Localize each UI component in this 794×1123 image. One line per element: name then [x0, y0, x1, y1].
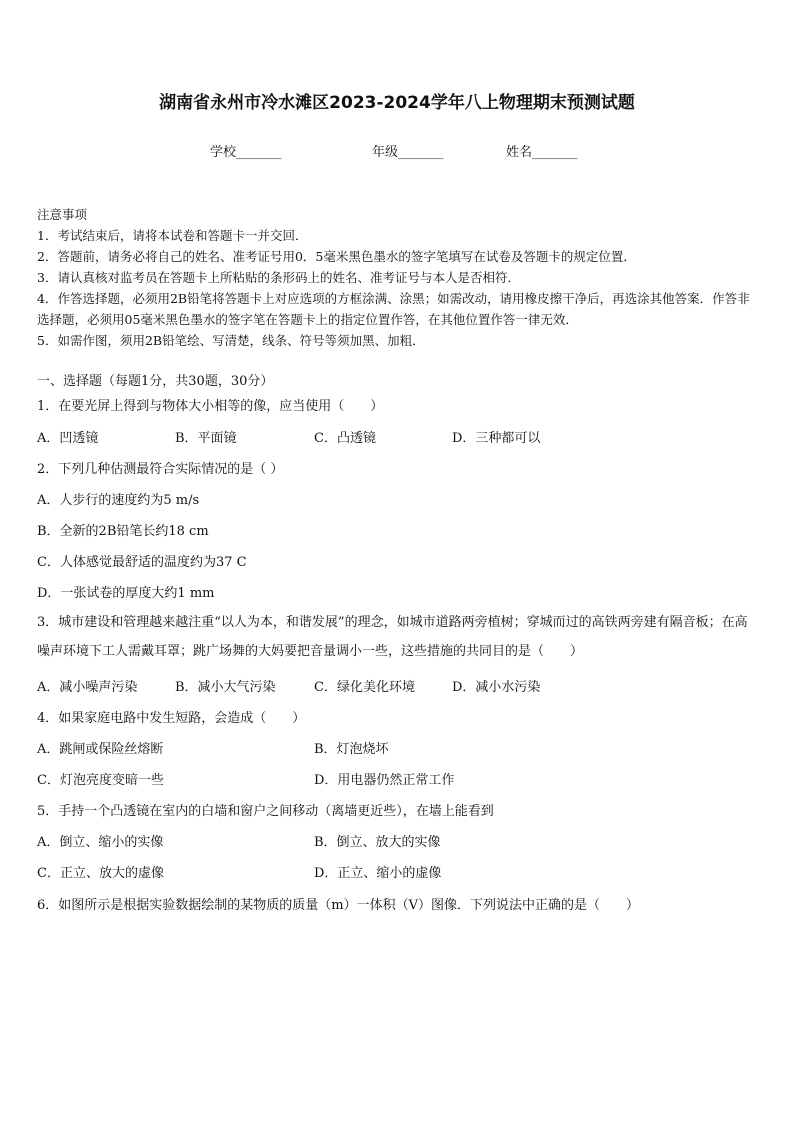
question-option: C．灯泡亮度变暗一些 — [37, 773, 164, 788]
question-option: A．跳闸或保险丝熔断 — [37, 742, 164, 757]
question-option: D．减小水污染 — [452, 680, 541, 695]
question-option: B．减小大气污染 — [175, 680, 276, 695]
notice-heading: 注意事项 — [37, 207, 88, 222]
question-stem: 4．如果家庭电路中发生短路，会造成（ ） — [37, 711, 306, 726]
question-option: B．倒立、放大的实像 — [314, 835, 441, 850]
question-option: C．绿化美化环境 — [314, 680, 415, 695]
question-option: A．人步行的速度约为5 m/s — [37, 493, 200, 508]
notice-item: 2．答题前，请务必将自己的姓名、准考证号用0．5毫米黑色墨水的签字笔填写在试卷及答题卡的规定位置． — [37, 249, 636, 264]
grade-field: 年级_______ — [372, 145, 444, 160]
question-stem: 2．下列几种估测最符合实际情况的是（ ） — [37, 462, 284, 477]
notice-item: 1．考试结束后，请将本试卷和答题卡一并交回． — [37, 228, 308, 243]
school-field: 学校_______ — [210, 145, 282, 160]
student-info-row — [0, 141, 794, 161]
question-stem: 3．城市建设和管理越来越注重“以人为本，和谐发展”的理念，如城市道路两旁植树；穿城而过的高铁两旁建有隔音板；在高噪声环境下工人需戴耳罩；跳广场舞的大妈要把音量调小一些，这些措施的共同目的是（ ） — [37, 615, 748, 659]
notice-item: 3．请认真核对监考员在答题卡上所粘贴的条形码上的姓名、准考证号与本人是否相符． — [37, 270, 520, 285]
question-stem: 5．手持一个凸透镜在室内的白墙和窗户之间移动（离墙更近些），在墙上能看到 — [37, 804, 494, 819]
notice-item: 4．作答选择题，必须用2B铅笔将答题卡上对应选项的方框涂满、涂黑；如需改动，请用橡皮擦干净后，再选涂其他答案．作答非选择题，必须用05毫米黑色墨水的签字笔在答题卡上的指定位置作答，在其他位置作答一律无效． — [37, 291, 750, 327]
section-title: 一、选择题（每题1分，共30题，30分） — [37, 374, 274, 389]
question-option: B．平面镜 — [175, 431, 237, 446]
question-option: C．凸透镜 — [314, 431, 376, 446]
question-stem: 6．如图所示是根据实验数据绘制的某物质的质量（m）一体积（V）图像．下列说法中正确的是（ ） — [37, 898, 639, 913]
question-option: B．全新的2B铅笔长约18 cm — [37, 524, 209, 539]
page-title: 湖南省永州市冷水滩区2023-2024学年八上物理期末预测试题 — [159, 93, 635, 113]
notice-block — [37, 204, 759, 351]
question-option: D．三种都可以 — [452, 431, 541, 446]
name-field: 姓名_______ — [506, 145, 578, 160]
question-option: A．倒立、缩小的实像 — [37, 835, 164, 850]
notice-item: 5．如需作图，须用2B铅笔绘、写清楚，线条、符号等须加黑、加粗． — [37, 333, 425, 348]
question-option: D．正立、缩小的虚像 — [314, 866, 442, 881]
question-option: A．减小噪声污染 — [37, 680, 138, 695]
question-option: D．一张试卷的厚度大约1 mm — [37, 586, 215, 601]
question-option: A．凹透镜 — [37, 431, 99, 446]
question-option: B．灯泡烧坏 — [314, 742, 389, 757]
question-option: C．人体感觉最舒适的温度约为37 C — [37, 555, 247, 570]
question-stem: 1．在要光屏上得到与物体大小相等的像，应当使用（ ） — [37, 399, 384, 414]
question-option: D．用电器仍然正常工作 — [314, 773, 455, 788]
question-option: C．正立、放大的虚像 — [37, 866, 164, 881]
